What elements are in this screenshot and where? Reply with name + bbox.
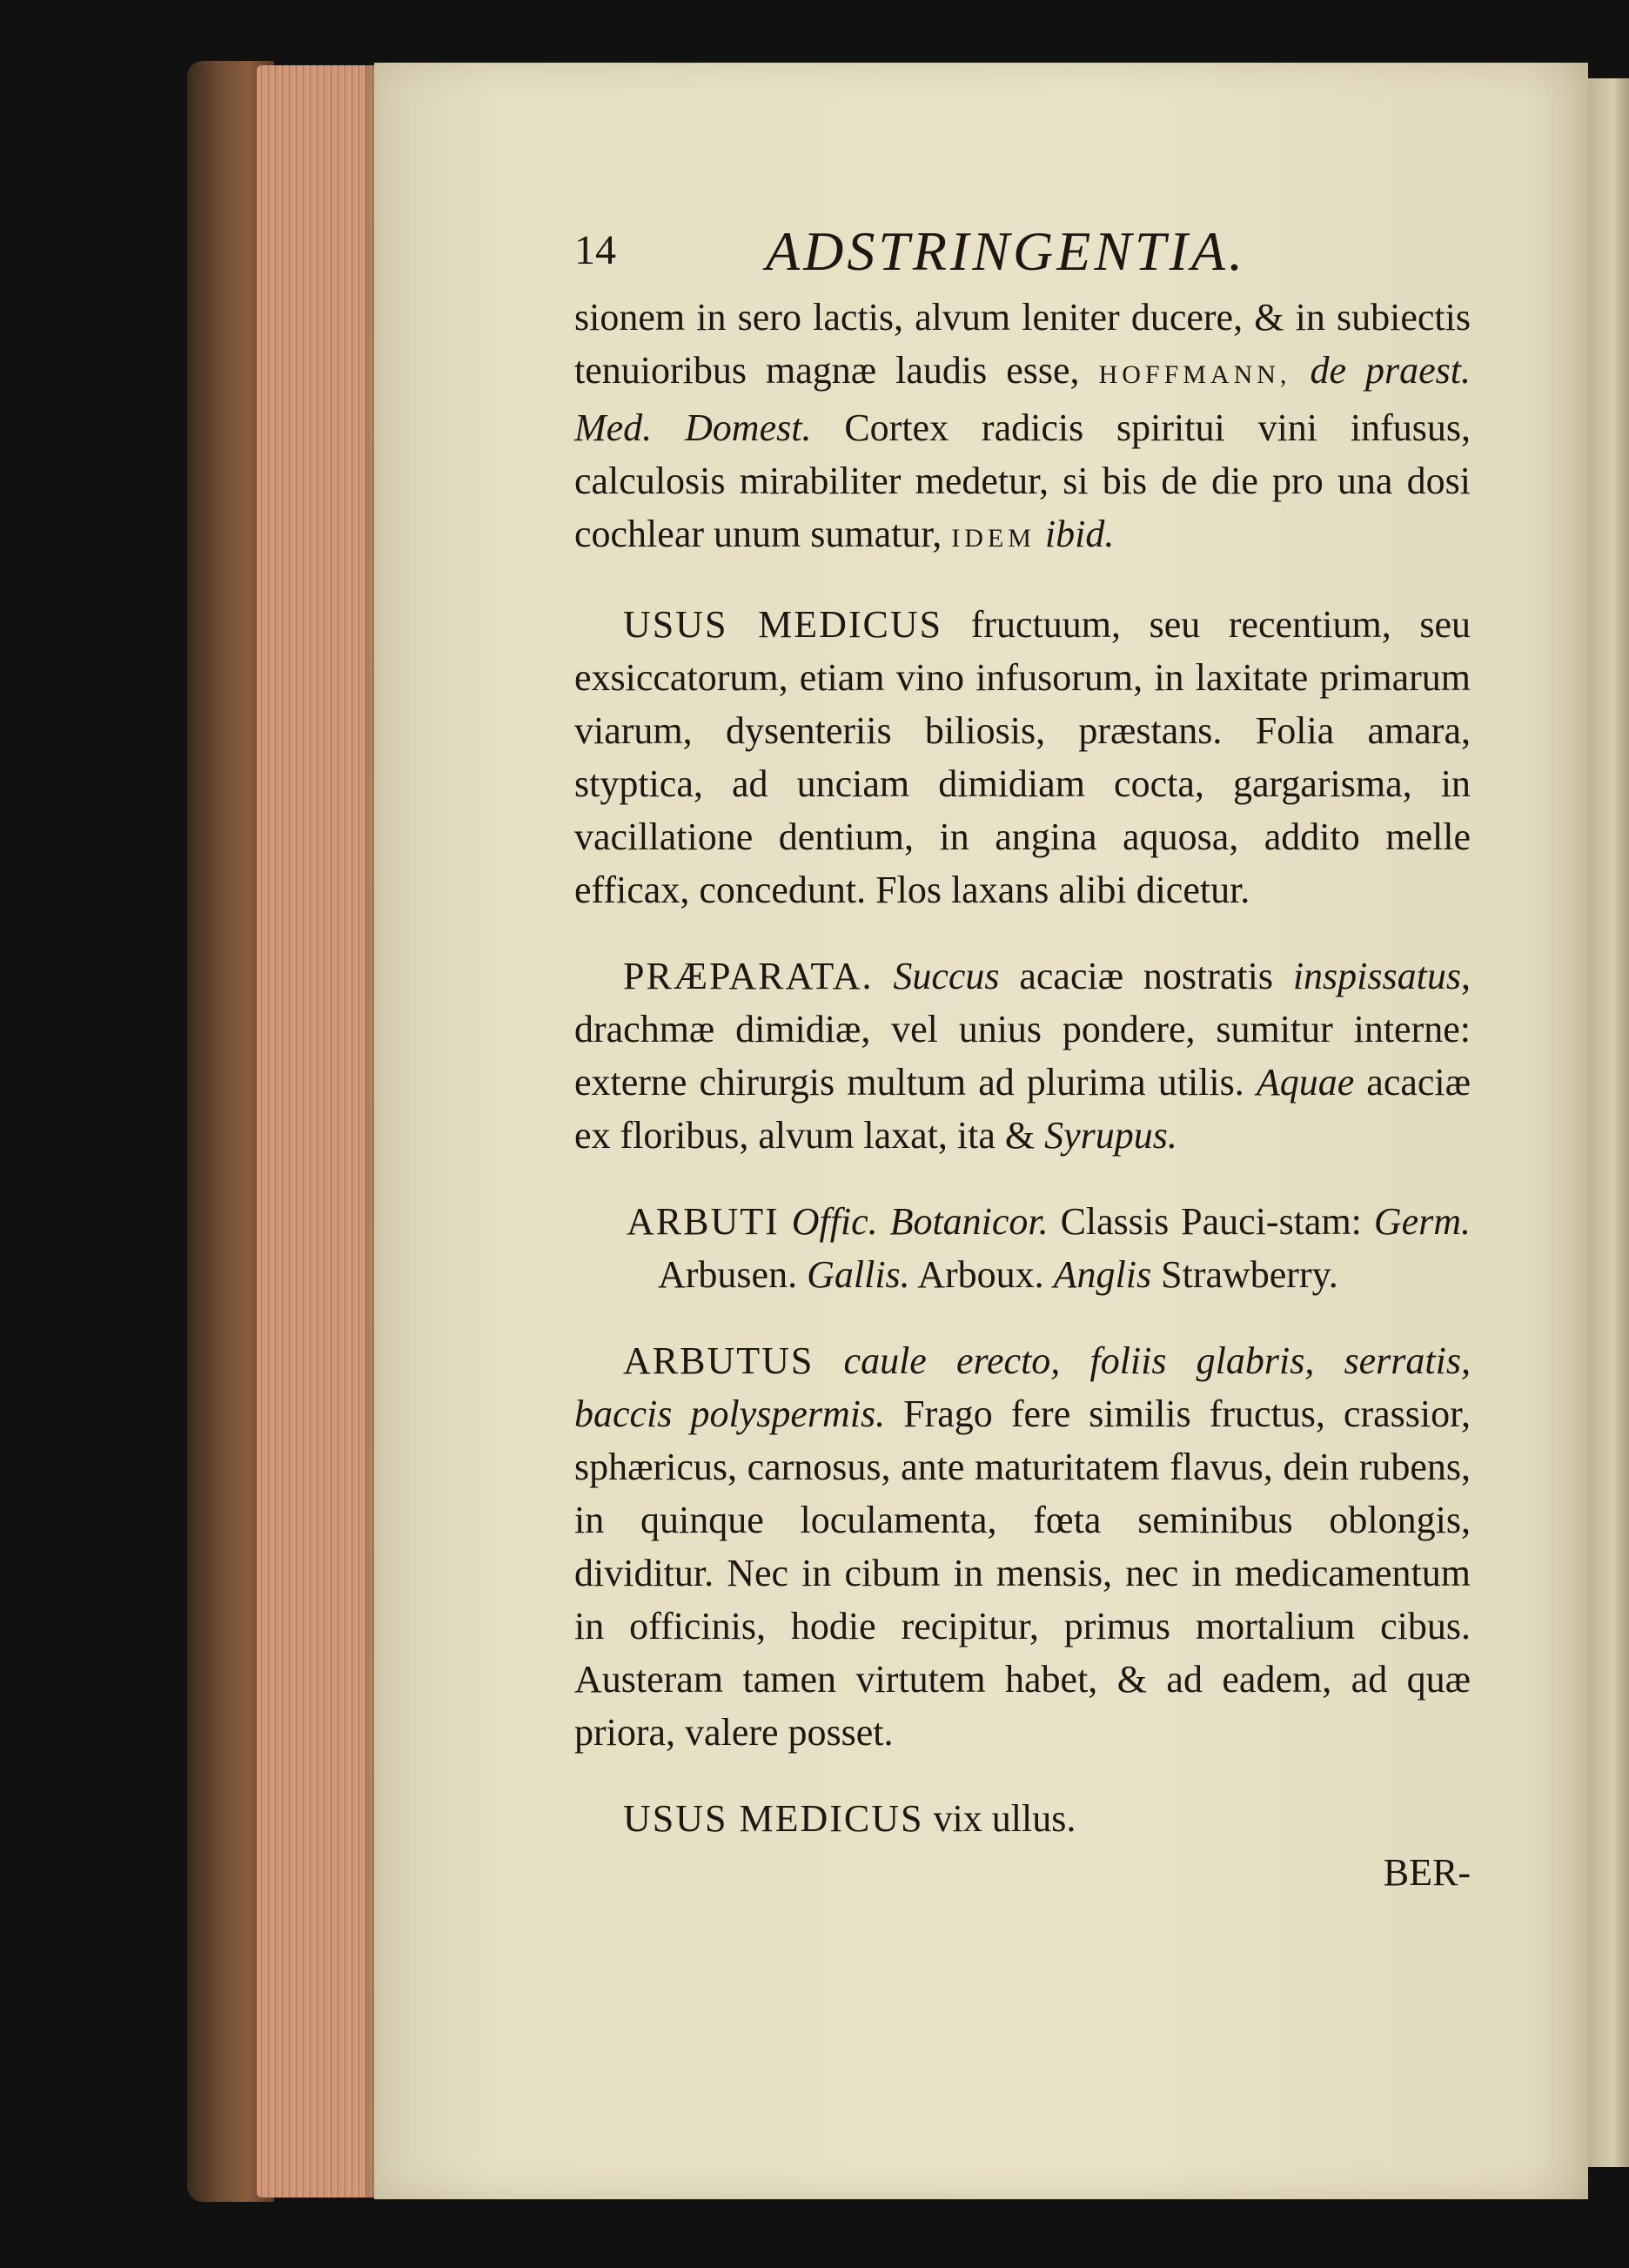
author-name: HOFFMANN, [1098, 360, 1291, 389]
entry-arbuti: ARBUTI Offic. Botanicor. Classis Pauci-stam: Germ. Arbusen. Gallis. Arboux. Anglis Strawberry. [627, 1200, 1471, 1296]
section-lead: ARBUTUS [623, 1339, 814, 1382]
paragraph-praeparata: PRÆPARATA. Succus acaciæ nostratis inspissatus, drachmæ dimidiæ, vel unius pondere, sumitur interne: externe chirurgis multum ad plurima utilis. Aquae acaciæ ex floribus, alvum laxat, ita & Syrupus. [574, 955, 1471, 1157]
page-number: 14 [574, 227, 616, 273]
citation: de praest. Med. Domest. [574, 349, 1471, 449]
section-lead: USUS MEDICUS [623, 603, 943, 646]
page-edges [257, 65, 379, 2198]
page-text [574, 174, 1471, 1911]
paragraph-continuation: sionem in sero lactis, alvum leniter ducere, & in subiectis tenuioribus magnæ laudis esse, HOFFMANN, de praest. Med. Domest. Cortex radicis spiritui vini infusus, calculosis mirabiliter medetur, si bis de die pro una dosi cochlear unum sumatur, IDEM ibid. [574, 296, 1471, 555]
entry-heading: ARBUTI [627, 1200, 780, 1243]
section-lead: PRÆPARATA. [623, 955, 874, 997]
idem-abbrev: IDEM [951, 524, 1036, 553]
paragraph-usus-medicus: USUS MEDICUS fructuum, seu recentium, seu exsiccatorum, etiam vino infusorum, in laxitate primarum viarum, dysenteriis biliosis, præstans. Folia amara, styptica, ad unciam dimidiam cocta, gargarisma, in vacillatione dentium, in angina aquosa, addito melle efficax, concedunt. Flos laxans alibi dicetur. [574, 603, 1471, 911]
section-lead: USUS MEDICUS [623, 1797, 924, 1840]
running-head: ADSTRINGENTIA. [766, 220, 1246, 282]
paragraph-arbutus: ARBUTUS caule erecto, foliis glabris, serratis, baccis polyspermis. Frago fere similis fructus, crassior, sphæricus, carnosus, ante maturitatem flavus, dein rubens, in quinque loculamenta, fœta seminibus oblongis, dividitur. Nec in cibum in mensis, nec in medicamentum in officinis, hodie recipitur, primus mortalium cibus. Austeram tamen virtutem habet, & ad eadem, ad quæ priora, valere posset. [574, 1339, 1471, 1754]
catchword: BER- [1383, 1851, 1471, 1894]
paragraph-usus-medicus-2: USUS MEDICUS vix ullus. [623, 1797, 1076, 1840]
page-header [574, 174, 1471, 282]
diagnosis: caule erecto, foliis glabris, serratis, baccis polyspermis. [574, 1339, 1471, 1435]
facing-page-edge [1588, 78, 1629, 2167]
